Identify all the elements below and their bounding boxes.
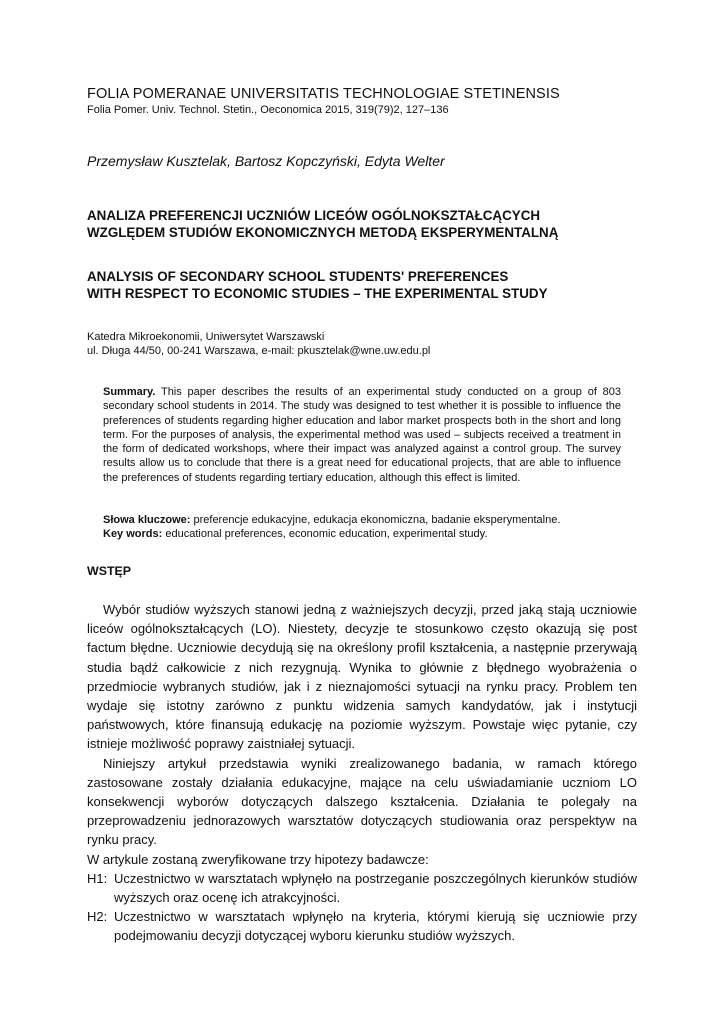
journal-name: FOLIA POMERANAE UNIVERSITATIS TECHNOLOGIAE STETINENSIS (87, 86, 560, 102)
keywords-english-text: educational preferences, economic education, experimental study. (165, 528, 488, 540)
keywords-english-label: Key words: (103, 528, 163, 540)
title-english-line: WITH RESPECT TO ECONOMIC STUDIES – THE EXPERIMENTAL STUDY (87, 286, 548, 301)
title-english (87, 268, 637, 302)
keywords-polish (103, 513, 621, 527)
journal-citation: Folia Pomer. Univ. Technol. Stetin., Oeconomica 2015, 319(79)2, 127–136 (87, 104, 449, 116)
summary-label: Summary. (103, 386, 156, 398)
paragraph: Niniejszy artykuł przedstawia wyniki zrealizowanego badania, w ramach którego zastosowane zostały działania edukacyjne, mające na celu uświadamianie uczniom LO konsekwencji wyborów dotyczących dalszego kształcenia. Działania te polegały na przeprowadzeniu jednorazowych warsztatów dotyczących studiowania oraz perspektyw na rynku pracy. (87, 755, 637, 848)
body-text (87, 600, 637, 946)
hypothesis-text: Uczestnictwo w warsztatach wpłynęło na postrzeganie poszczególnych kierunków studiów wyższych oraz ocenę ich atrakcyjności. (114, 870, 637, 906)
keywords-polish-text: preferencje edukacyjne, edukacja ekonomiczna, badanie eksperymentalne. (193, 514, 561, 526)
keywords-polish-label: Słowa kluczowe: (103, 514, 191, 526)
hypothesis-item (87, 907, 637, 945)
summary (103, 385, 621, 485)
title-english-line: ANALYSIS OF SECONDARY SCHOOL STUDENTS' PREFERENCES (87, 269, 509, 284)
affiliation-line: Katedra Mikroekonomii, Uniwersytet Warszawski (87, 331, 325, 343)
section-heading: WSTĘP (87, 564, 132, 578)
authors: Przemysław Kusztelak, Bartosz Kopczyński, Edyta Welter (87, 153, 445, 169)
hypothesis-text: Uczestnictwo w warsztatach wpłynęło na kryteria, którymi kierują się uczniowie przy podejmowaniu decyzji dotyczącej wyboru kierunku studiów wyższych. (114, 909, 637, 944)
affiliation (87, 330, 637, 358)
hypothesis-label: H2: (87, 909, 108, 925)
title-polish-line: ANALIZA PREFERENCJI UCZNIÓW LICEÓW OGÓLNOKSZTAŁCĄCYCH (87, 208, 541, 223)
title-polish-line: WZGLĘDEM STUDIÓW EKONOMICZNYCH METODĄ EKSPERYMENTALNĄ (87, 225, 559, 240)
keywords (103, 513, 621, 541)
paragraph: Wybór studiów wyższych stanowi jedną z ważniejszych decyzji, przed jaką stają uczniowie liceów ogólnokształcących (LO). Niestety, decyzje te stosunkowo często okazują się post factum błędne. Uczniowie decydują się na określony profil kształcenia, a następnie przerywają studia bądź całkowicie z nich rezygnują. Wynika to głównie z błędnego wyobrażenia o przedmiocie wybranych studiów, jak i z nieznajomości sytuacji na rynku pracy. Problem ten wydaje się istotny zarówno z punktu widzenia samych kandydatów, jak i instytucji państwowych, które finansują edukację na poziomie wyższym. Powstaje więc pytanie, czy istnieje możliwość poprawy zaistniałej sytuacji. (87, 602, 637, 752)
hypotheses-intro: W artykule zostaną zweryfikowane trzy hipotezy badawcze: (87, 851, 429, 867)
summary-text: This paper describes the results of an experimental study conducted on a group of 803 secondary school students in 2014. The study was designed to test whether it is possible to influence the preferences of students regarding higher education and labor market prospects both in the short and long term. For the purposes of analysis, the experimental method was used – subjects received a treatment in the form of dedicated workshops, where their impact was analyzed against a control group. The survey results allow us to conclude that there is a great need for educational projects, that are able to influence the preferences of students regarding tertiary education, although this effect is limited. (103, 386, 622, 484)
hypothesis-item (87, 869, 637, 907)
title-polish (87, 207, 637, 241)
affiliation-line: ul. Długa 44/50, 00-241 Warszawa, e-mail: pkusztelak@wne.uw.edu.pl (87, 345, 431, 357)
keywords-english (103, 527, 621, 541)
hypothesis-label: H1: (87, 870, 108, 886)
